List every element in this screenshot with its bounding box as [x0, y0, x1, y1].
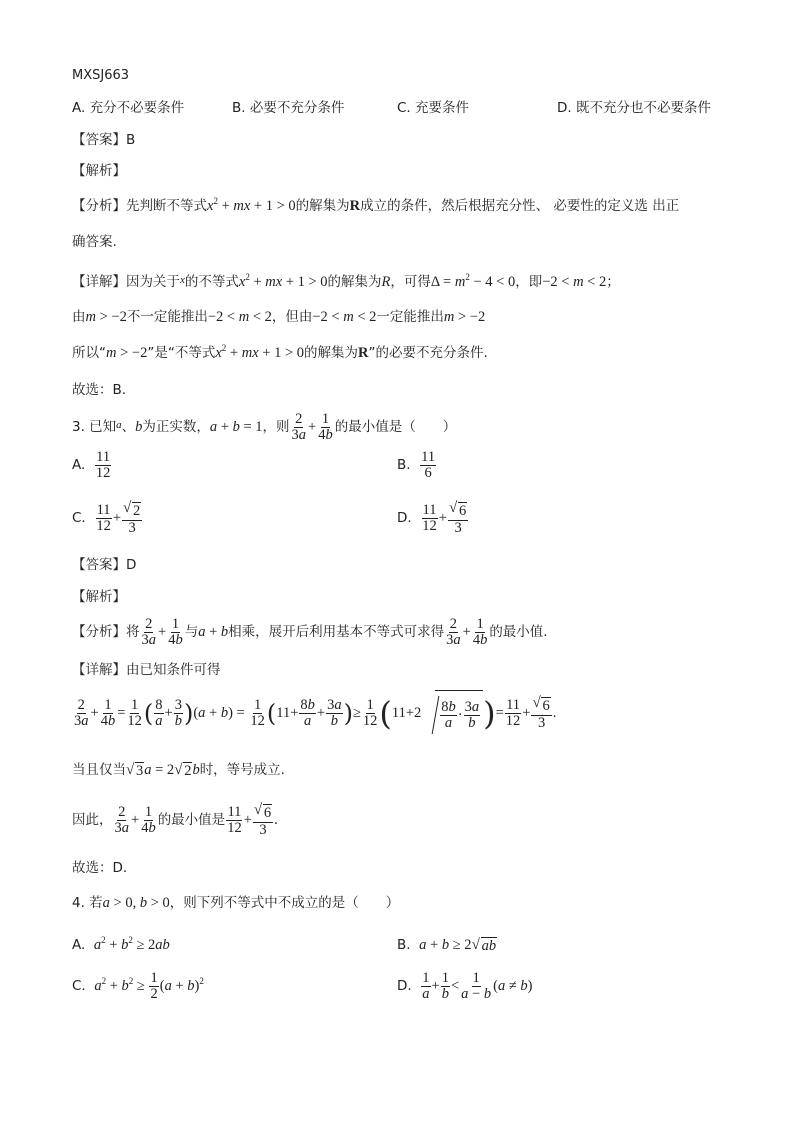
- q2-option-b: B. 必要不充分条件: [232, 100, 345, 116]
- q2-implication-line: 由m > −2不一定能推出−2 < m < 2，但由−2 < m < 2一定能推出m > −2: [72, 309, 486, 325]
- discriminant-expr: $\Delta = m^2 - 4 < 0$: [430, 272, 516, 290]
- q2-therefore-line: 所以“m > −2”是“不等式$x^2$ + mx + 1 > 0的解集为R”的必要不充分条件.: [72, 343, 488, 361]
- q4-option-a: A. $a^2 + b^2 \ge 2ab$: [72, 935, 170, 953]
- q4-option-d: D. $\frac{1}{a}$ + $\frac{1}{b}$ < $\frac{1}{a - b}$ (a ≠ b): [397, 970, 533, 1003]
- q4-stem: 4. 若a > 0, b > 0，则下列不等式中不成立的是（ ）: [72, 895, 400, 911]
- q2-conclusion: 故选：B.: [72, 382, 127, 398]
- q3-option-b: B. $\frac{11}{6}$: [397, 448, 436, 481]
- q3-fenxi-line: 【分析】将 $\frac{2}{3a}$ + $\frac{1}{4b}$ 与a + b相乘，展开后利用基本不等式可求得 $\frac{2}{3a}$ + $\frac{1}{4b}$ 的最小值.: [72, 616, 548, 649]
- q3-answer-line: 【答案】D: [72, 557, 137, 573]
- target-expr: $\frac{2}{3a}$ + $\frac{1}{4b}$: [291, 411, 333, 444]
- q2-analysis-tag: 【解析】: [72, 163, 126, 179]
- q3-xiangjie-line: 【详解】由已知条件可得: [72, 662, 221, 678]
- q4-option-b: B. a + b ≥ 2√ ab: [397, 935, 497, 956]
- header-code: MXSJ663: [72, 68, 130, 83]
- q2-xiangjie-line: 【详解】因为关于$^x$的不等式$x^2$ + mx + 1 > 0的解集为R，可得$\Delta = m^2 - 4 < 0$，即−2 < m < 2；: [72, 272, 620, 290]
- q3-therefore-line: 因此， $\frac{2}{3a}$ + $\frac{1}{4b}$ 的最小值是 $\frac{11}{12}$ + √ $\frac{6}{3}$ .: [72, 802, 278, 838]
- q4-option-c: C. $a^2 + b^2$ ≥ $\frac{1}{2}$ $(a + b)^2$: [72, 970, 204, 1003]
- q2-option-c: C. 充要条件: [397, 100, 470, 116]
- q3-option-c: C. $\frac{11}{12}$ + √ $\frac{2}{3}$: [72, 500, 143, 536]
- q2-fenxi-line: 【分析】先判断不等式$x^2$ + mx + 1 > 0的解集为R成立的条件，然后根据充分性、 必要性的定义选 出正: [72, 196, 680, 214]
- inequality-expr: $x^2$ + mx + 1 > 0: [207, 196, 296, 214]
- q3-stem: 3. 已知$^a$、b为正实数，a + b = 1，则 $\frac{2}{3a}$ + $\frac{1}{4b}$ 的最小值是（ ）: [72, 411, 457, 444]
- answer-value: B: [126, 132, 136, 148]
- q3-equality-condition: 当且仅当√ 3a = 2√ 2b时，等号成立.: [72, 760, 285, 781]
- q2-option-a: A. 充分不必要条件: [72, 100, 185, 116]
- q3-option-a: A. $\frac{11}{12}$: [72, 448, 111, 481]
- q2-fenxi-line-2: 确答案.: [72, 234, 117, 250]
- q2-option-d: D. 既不充分也不必要条件: [557, 100, 711, 116]
- q3-option-d: D. $\frac{11}{12}$ + √ $\frac{6}{3}$: [397, 500, 469, 536]
- q3-derivation-equation: $\frac{2}{3a}$ + $\frac{1}{4b}$ = $\frac{1}{12}$ ( $\frac{8}{a}$ + $\frac{3}{b}$ )(a + b) = $\frac{1}{12}$ (11+ $\frac{8b}{a}$ + $\frac{3a}{b}$ )≥ $\frac{1}{12}$ (11+2 $\frac{8b}{a}$ · $\frac{3a}{b}$ )= $\frac{11}{12}$ + √ $\frac{6}{3}$ .: [72, 690, 556, 737]
- q3-analysis-tag: 【解析】: [72, 589, 126, 605]
- q2-answer-line: [72, 130, 135, 150]
- q3-conclusion: 故选：D.: [72, 860, 128, 876]
- answer-tag: 【答案】: [72, 132, 126, 148]
